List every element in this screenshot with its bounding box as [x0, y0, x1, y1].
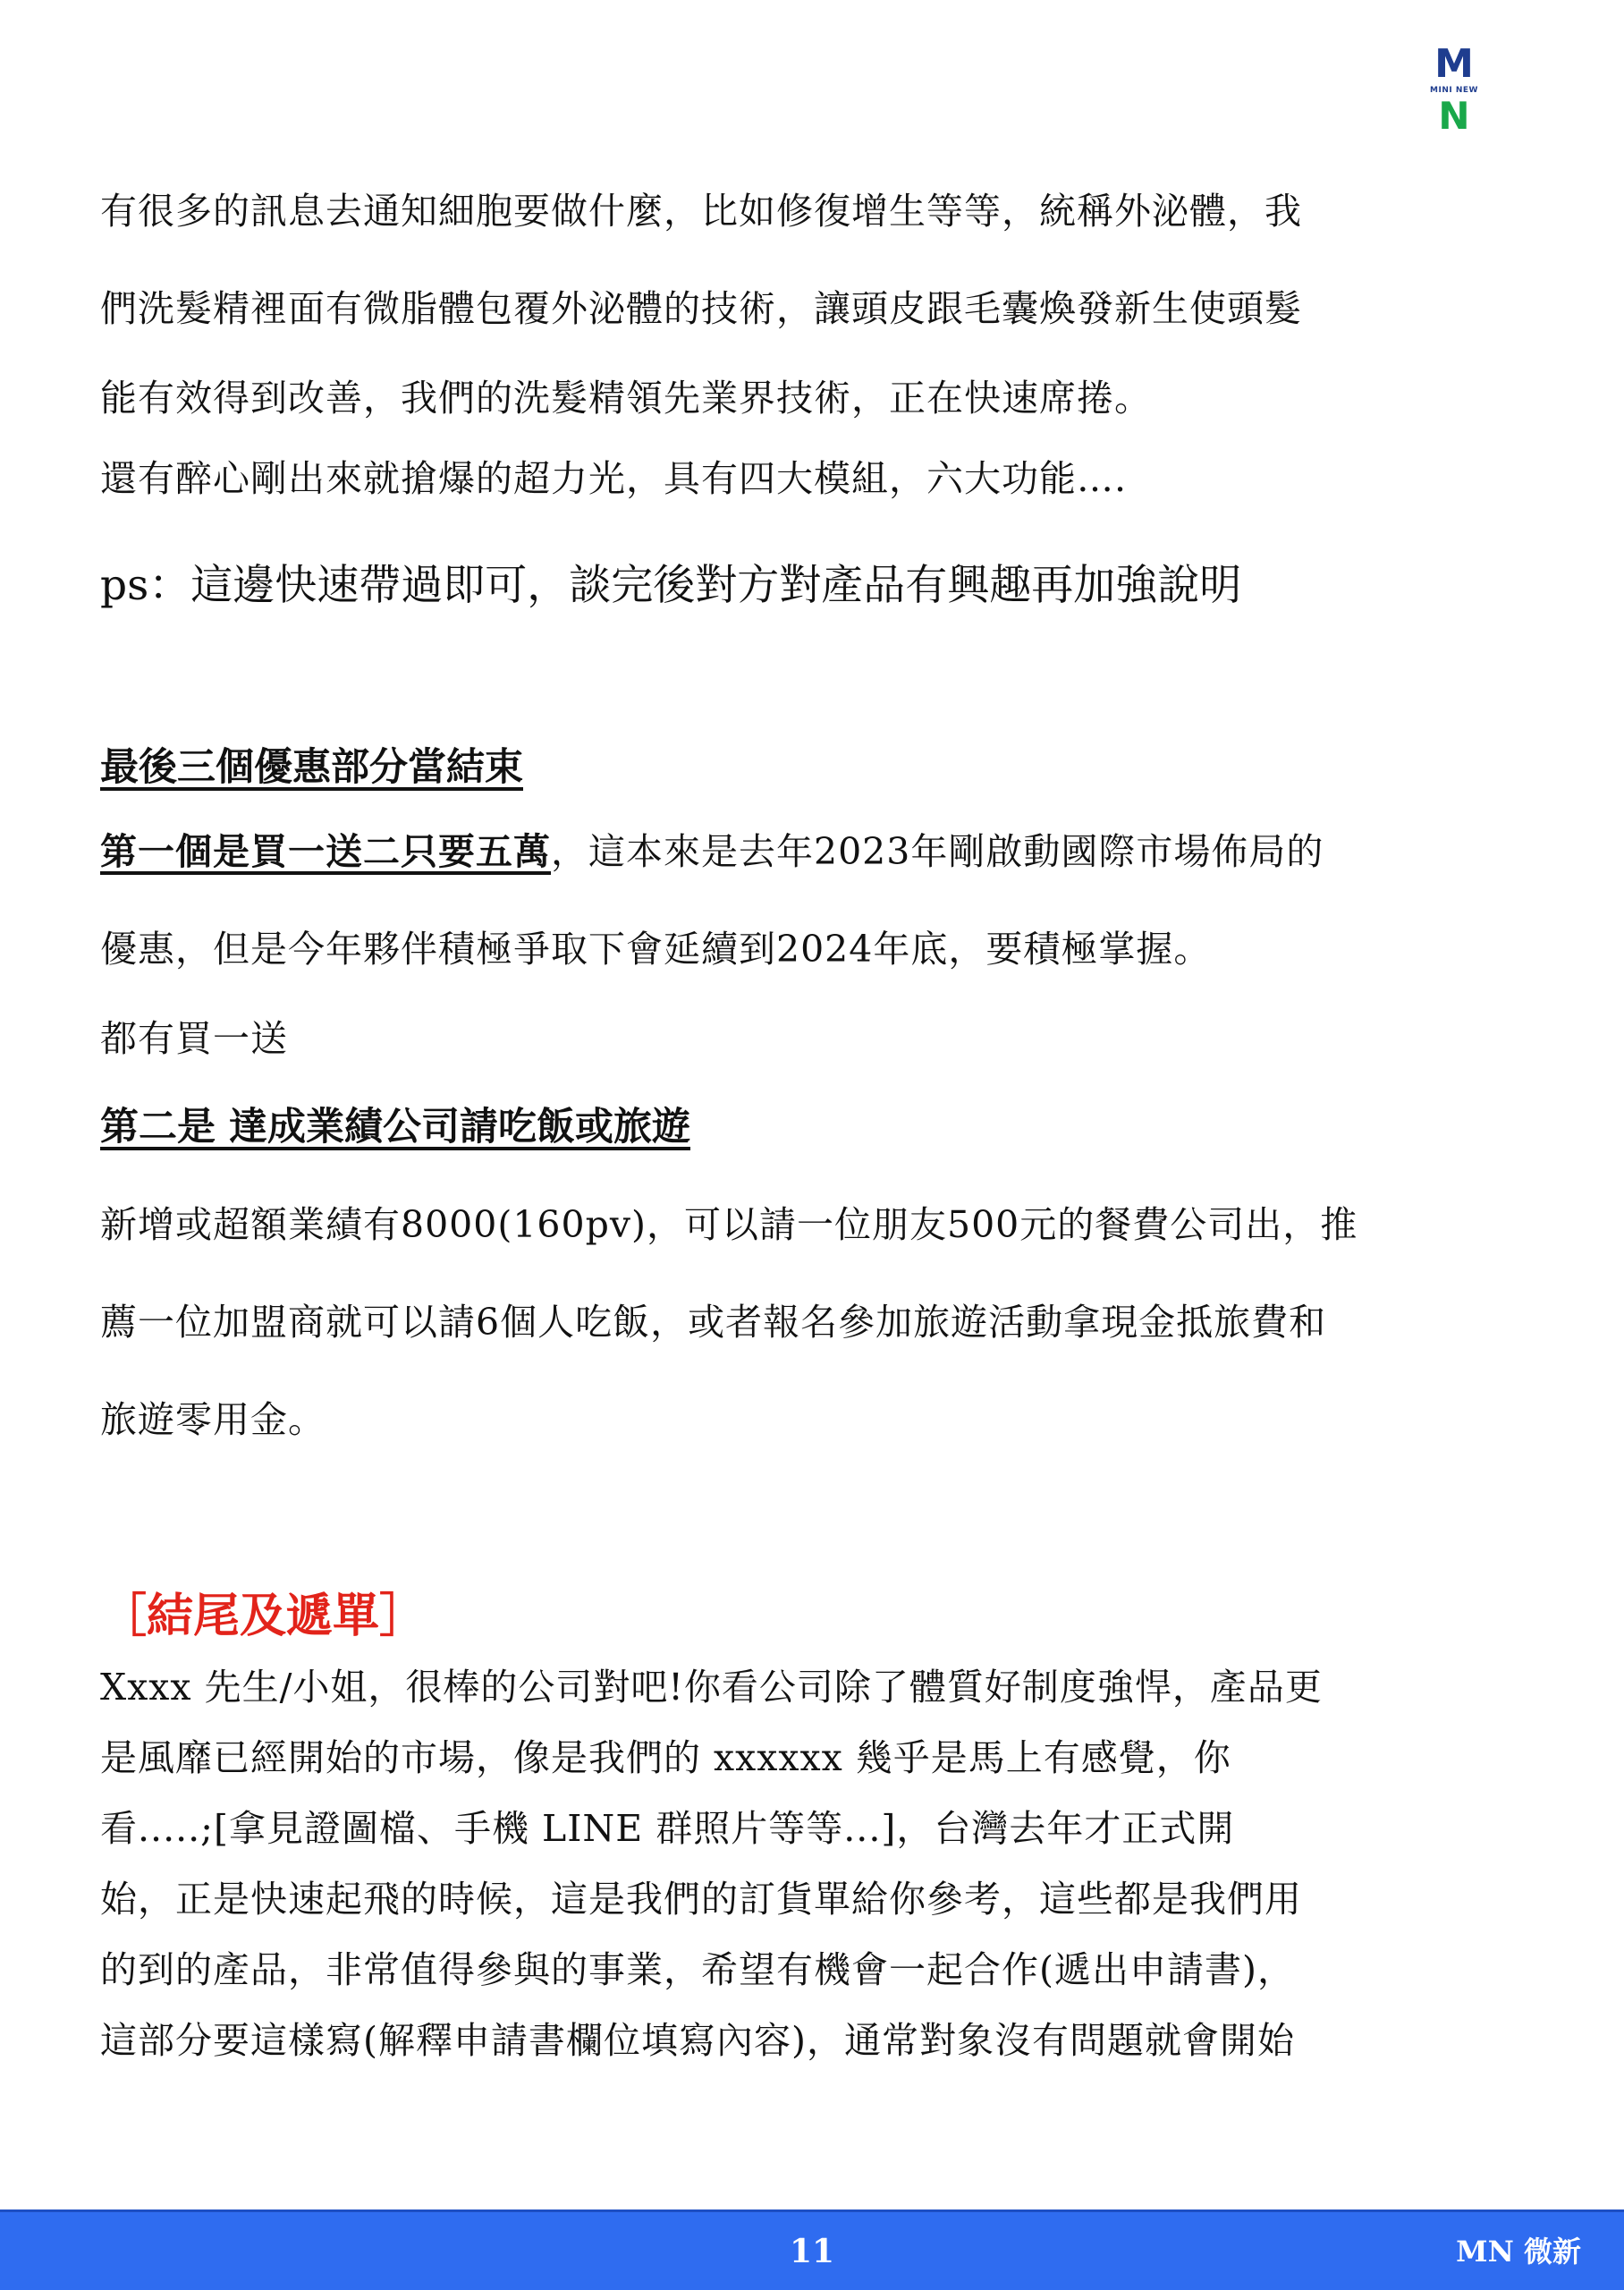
body-line-4: 還有醉心剛出來就搶爆的超力光，具有四大模組，六大功能…. — [100, 457, 1128, 500]
closing-title: ［結尾及遞單］ — [100, 1589, 427, 1643]
logo-letter-m: M — [1434, 41, 1474, 87]
brand-logo — [1427, 41, 1481, 138]
offer-second-line-1: 新增或超額業績有8000(160pv)，可以請一位朋友500元的餐費公司出，推 — [100, 1203, 1358, 1246]
footer-brand: MN 微新 — [1456, 2235, 1581, 2269]
ps-note: ps：這邊快速帶過即可，談完後對方對產品有興趣再加強說明 — [100, 561, 1242, 610]
offer-second-line-2: 薦一位加盟商就可以請6個人吃飯，或者報名參加旅遊活動拿現金抵旅費和 — [100, 1301, 1327, 1344]
closing-line-3: 看.....;[拿見證圖檔、手機 LINE 群照片等等...]，台灣去年才正式開 — [100, 1807, 1235, 1850]
document-body — [100, 163, 1531, 2076]
offers-heading: 最後三個優惠部分當結束 — [100, 745, 523, 790]
offer-first-label: 第一個是買一送二只要五萬 — [100, 830, 551, 873]
offer-first-line-2: 優惠，但是今年夥伴積極爭取下會延續到2024年底，要積極掌握。 — [100, 928, 1212, 971]
body-line-3: 能有效得到改善，我們的洗髮精領先業界技術，正在快速席捲。 — [100, 377, 1152, 420]
offer-second-line-3: 旅遊零用金。 — [100, 1398, 326, 1441]
closing-line-4: 始，正是快速起飛的時候，這是我們的訂貨單給你參考，這些都是我們用 — [100, 1878, 1302, 1921]
closing-line-6: 這部分要這樣寫(解釋申請書欄位填寫內容)，通常對象沒有問題就會開始 — [100, 2019, 1295, 2062]
page-number: 11 — [789, 2233, 835, 2270]
logo-subtitle: MINI NEW — [1430, 86, 1478, 95]
offer-second-heading: 第二是 達成業績公司請吃飯或旅遊 — [100, 1105, 690, 1149]
closing-line-5: 的到的產品，非常值得參與的事業，希望有機會一起合作(遞出申請書)， — [100, 1948, 1295, 1991]
body-line-1: 有很多的訊息去通知細胞要做什麼，比如修復增生等等，統稱外泌體，我 — [100, 190, 1302, 233]
offer-first-line-1 — [100, 803, 1531, 901]
closing-line-2: 是風靡已經開始的市場，像是我們的 xxxxxx 幾乎是馬上有感覺，你 — [100, 1736, 1231, 1779]
body-line-2: 們洗髮精裡面有微脂體包覆外泌體的技術，讓頭皮跟毛囊煥發新生使頭髮 — [100, 287, 1302, 330]
logo-letter-n: N — [1438, 94, 1470, 138]
offer-first-text: ，這本來是去年2023年剛啟動國際市場佈局的 — [551, 830, 1324, 873]
page-footer — [0, 2209, 1624, 2290]
offer-first-line-3: 都有買一送 — [100, 1017, 288, 1060]
closing-line-1: Xxxx 先生/小姐，很棒的公司對吧!你看公司除了體質好制度強悍，產品更 — [100, 1666, 1323, 1709]
